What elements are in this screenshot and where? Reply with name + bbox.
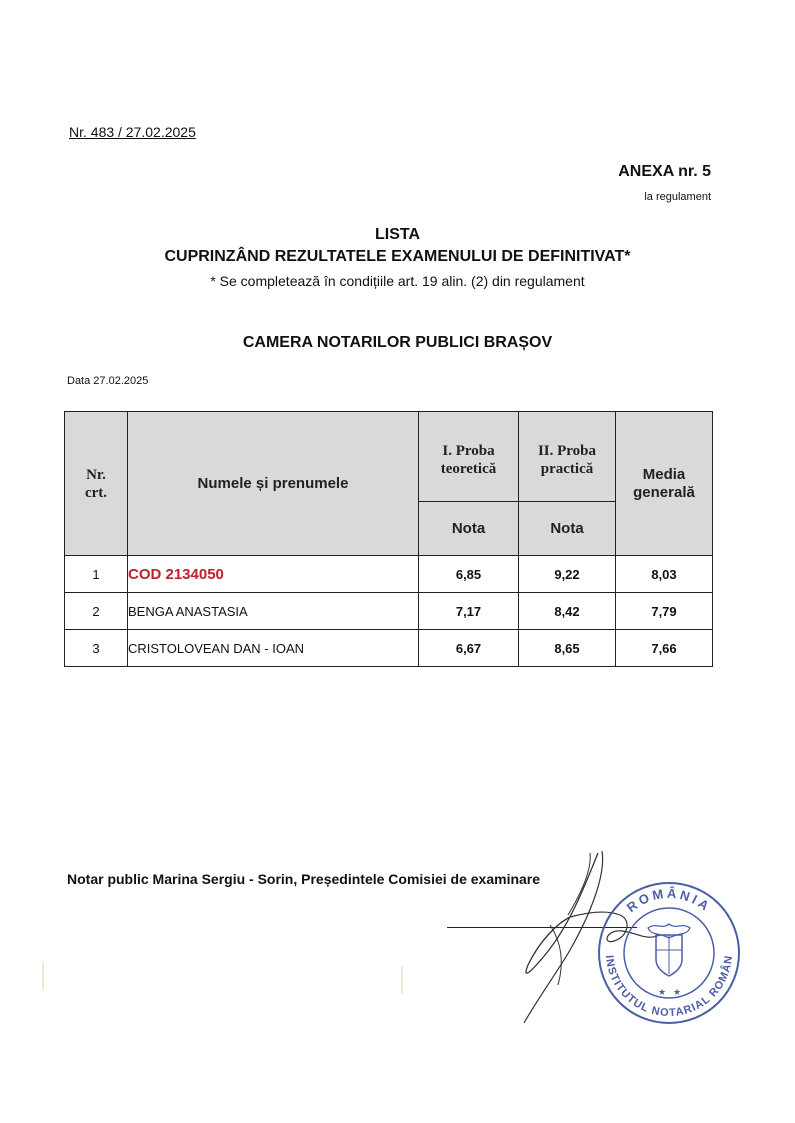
row-nr: 1 [65, 556, 128, 593]
results-table [64, 411, 713, 667]
header-average-line1: Media [642, 465, 686, 483]
header-nr [65, 412, 128, 556]
institute-stamp [596, 880, 742, 1026]
document-number: Nr. 483 / 27.02.2025 [69, 124, 196, 140]
scan-artifact [42, 962, 44, 990]
row-nr: 3 [65, 630, 128, 667]
row-nr: 2 [65, 593, 128, 630]
svg-text:★: ★ [658, 987, 667, 997]
stamp-text-bottom: INSTITUTUL NOTARIAL ROMÂN [603, 954, 736, 1020]
stamp-text-top: ROMÂNIA [623, 885, 715, 916]
header-name: Numele și prenumele [128, 412, 419, 556]
header-theory-line1: I. Proba [442, 443, 495, 459]
list-subtitle: CUPRINZÂND REZULTATELE EXAMENULUI DE DEFINITIVAT* [164, 248, 631, 265]
header-grade-practice: Nota [519, 502, 616, 556]
list-title: LISTA [374, 226, 421, 243]
row-practice-grade: 9,22 [519, 556, 616, 593]
chamber-name: CAMERA NOTARILOR PUBLICI BRAȘOV [242, 334, 553, 351]
annex-subtitle: la regulament [644, 191, 711, 203]
scan-artifact [401, 966, 403, 994]
row-average-grade: 7,79 [616, 593, 713, 630]
table-row [65, 593, 713, 630]
svg-text:★: ★ [673, 987, 682, 997]
row-practice-grade: 8,65 [519, 630, 616, 667]
row-theory-grade: 6,67 [419, 630, 519, 667]
table-row [65, 630, 713, 667]
row-theory-grade: 7,17 [419, 593, 519, 630]
header-nr-line2: crt. [84, 484, 108, 501]
header-grade-theory: Nota [419, 502, 519, 556]
table-row [65, 556, 713, 593]
row-name: CRISTOLOVEAN DAN - IOAN [128, 630, 419, 667]
row-practice-grade: 8,42 [519, 593, 616, 630]
row-name: BENGA ANASTASIA [128, 593, 419, 630]
row-average-grade: 8,03 [616, 556, 713, 593]
signatory-line: Notar public Marina Sergiu - Sorin, Președintele Comisiei de examinare [67, 871, 541, 887]
document-date: Data 27.02.2025 [67, 375, 149, 387]
list-note: * Se completează în condițiile art. 19 alin. (2) din regulament [210, 273, 585, 289]
header-practice-line2: practică [540, 461, 594, 477]
row-theory-grade: 6,85 [419, 556, 519, 593]
header-practice-line1: II. Proba [537, 443, 597, 459]
header-nr-line1: Nr. [86, 466, 106, 483]
header-theory-line2: teoretică [440, 461, 497, 477]
header-practice [519, 412, 616, 502]
header-theory [419, 412, 519, 502]
header-average [616, 412, 713, 556]
row-average-grade: 7,66 [616, 630, 713, 667]
row-name: COD 2134050 [128, 556, 419, 593]
annex-title: ANEXA nr. 5 [618, 163, 711, 180]
header-average-line2: generală [633, 483, 695, 501]
